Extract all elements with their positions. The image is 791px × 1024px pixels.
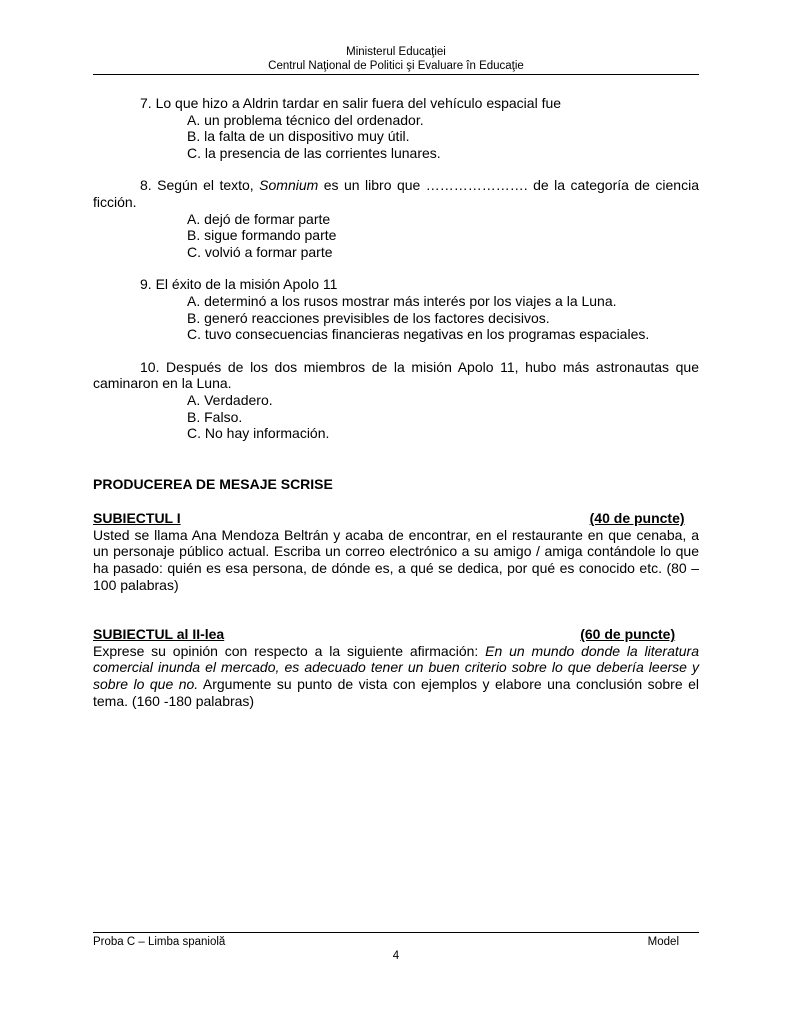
option: A. dejó de formar parte <box>187 210 331 227</box>
option: C. No hay información. <box>187 425 330 442</box>
subject-text: Exprese su opinión con respecto a la siguiente afirmación: En un mundo donde la literatura comercial inunda el mercado, es adecuado tener un buen criterio sobre lo que debería leerse y sobre lo que no. Argumente su punto de vista con ejemplos y elabore una conclusión sobre el tema. (160 -180 palabras) <box>93 642 700 709</box>
section-title: PRODUCEREA DE MESAJE SCRISE <box>93 475 333 492</box>
question-9 <box>93 276 699 342</box>
option: C. volvió a formar parte <box>187 243 333 260</box>
option: B. sigue formando parte <box>187 227 337 244</box>
subject-points: (40 de puncte) <box>589 510 685 527</box>
header-rule <box>93 74 699 75</box>
footer-rule <box>93 932 699 933</box>
subject-1 <box>93 510 699 593</box>
subject-title: SUBIECTUL I <box>93 510 181 527</box>
option: C. tuvo consecuencias financieras negativas en los programas espaciales. <box>187 326 650 343</box>
question-10 <box>93 359 699 442</box>
subject-text: Usted se llama Ana Mendoza Beltrán y acaba de encontrar, en el restaurante en que cenaba, a un personaje público actual. Escriba un correo electrónico a su amigo / amiga contándole lo que ha pasado: quién es esa persona, de dónde es, a qué se dedica, por qué es conocido etc. (80 – 100 palabras) <box>93 526 699 593</box>
page-header <box>93 45 699 73</box>
subject-heading <box>93 626 699 643</box>
footer-exam: Proba C – Limba spaniolă <box>93 936 226 948</box>
header-center: Centrul Naţional de Politici şi Evaluare în Educaţie <box>268 60 524 72</box>
subject-heading <box>93 510 699 527</box>
question-8 <box>93 177 699 260</box>
option: A. un problema técnico del ordenador. <box>187 111 424 128</box>
page-number: 4 <box>392 950 400 962</box>
option: A. Verdadero. <box>187 391 273 408</box>
header-ministry: Ministerul Educaţiei <box>346 46 446 58</box>
option: B. generó reacciones previsibles de los factores decisivos. <box>187 309 550 326</box>
question-stem: 7. Lo que hizo a Aldrin tardar en salir fuera del vehículo espacial fue <box>140 95 562 111</box>
footer-model: Model <box>647 936 679 948</box>
option: A. determinó a los rusos mostrar más interés por los viajes a la Luna. <box>187 292 617 309</box>
question-stem: 10. Después de los dos miembros de la misión Apolo 11, hubo más astronautas que caminaron en la Luna. <box>93 358 699 392</box>
subject-title: SUBIECTUL al II-lea <box>93 626 225 643</box>
question-stem: 9. El éxito de la misión Apolo 11 <box>140 276 338 293</box>
question-stem: 8. Según el texto, Somnium es un libro que …………………. de la categoría de ciencia ficción. <box>93 177 699 210</box>
page-content <box>93 95 699 709</box>
question-7 <box>93 95 699 161</box>
option: B. la falta de un dispositivo muy útil. <box>187 128 410 145</box>
subject-points: (60 de puncte) <box>580 626 676 643</box>
subject-2 <box>93 626 699 709</box>
option: B. Falso. <box>187 408 243 425</box>
option: C. la presencia de las corrientes lunares. <box>187 144 441 161</box>
page-footer <box>93 935 699 949</box>
